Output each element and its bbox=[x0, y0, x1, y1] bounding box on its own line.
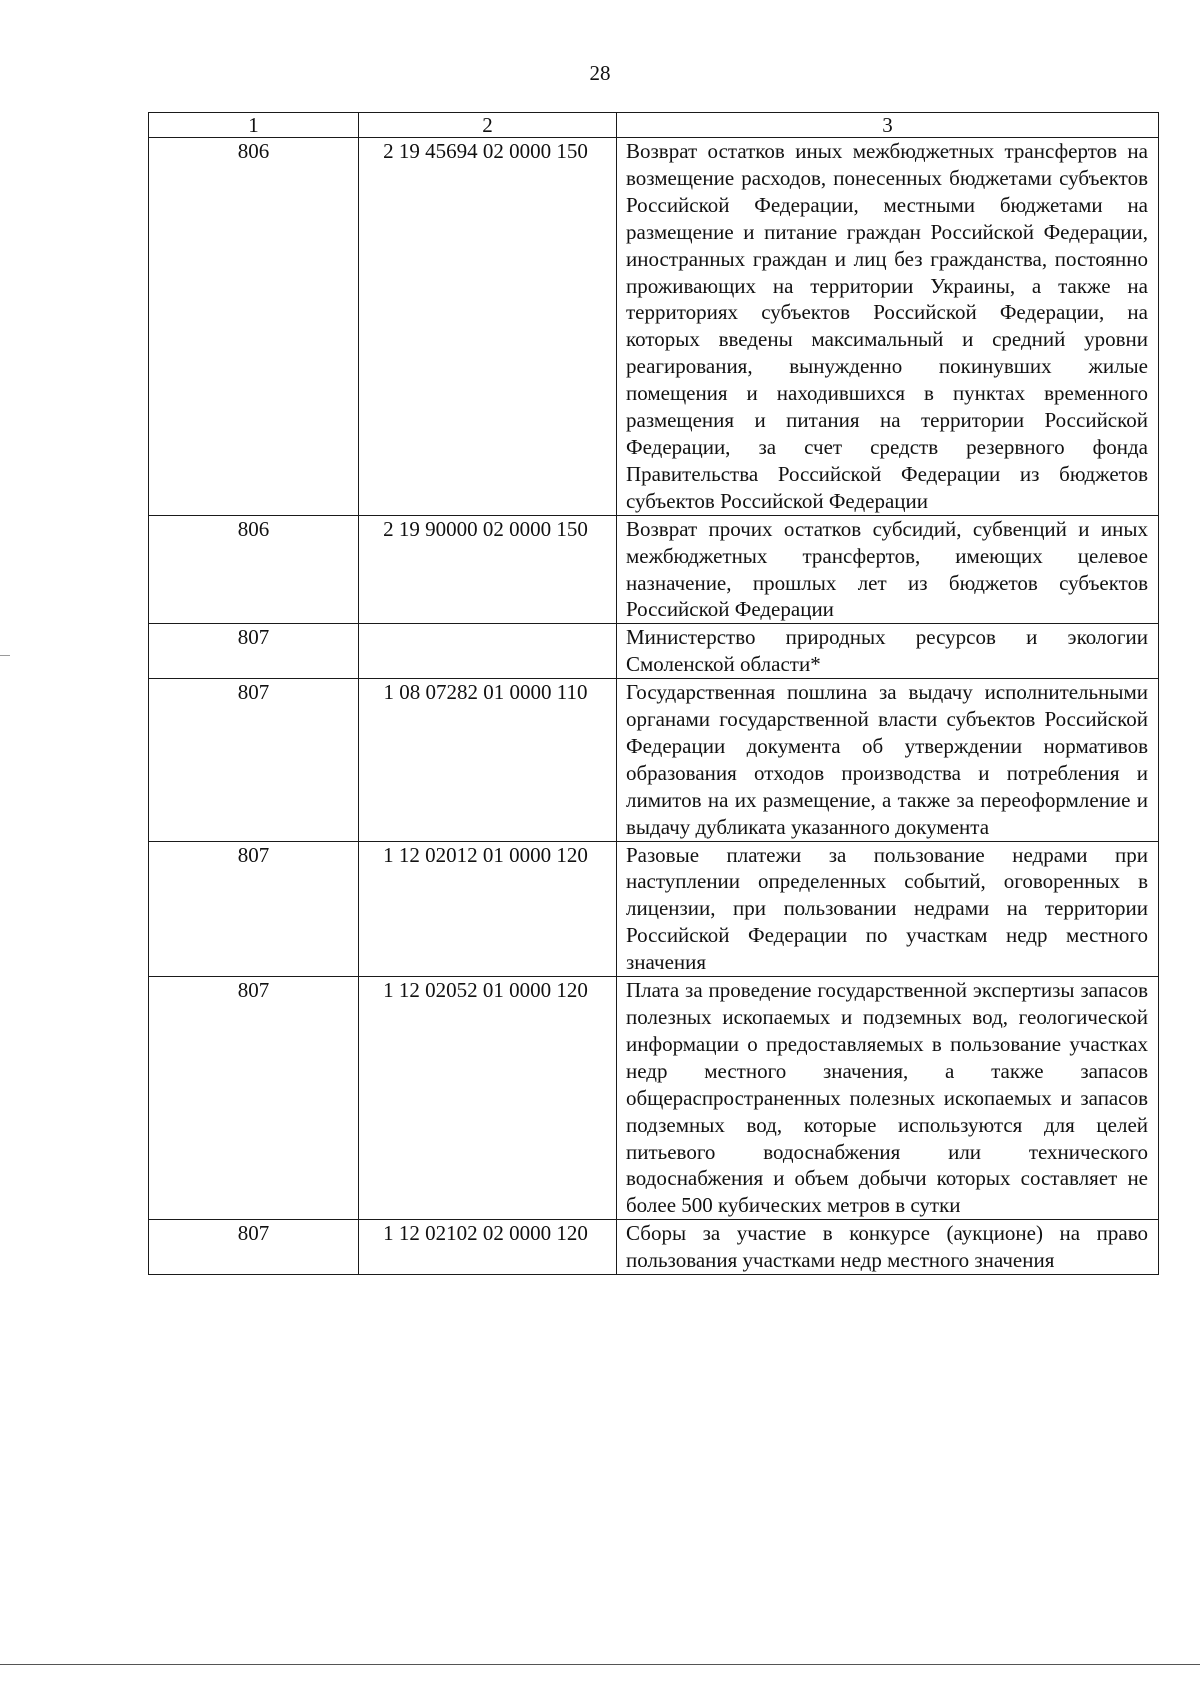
admin-code-cell: 806 bbox=[149, 515, 359, 624]
table-row bbox=[149, 138, 1159, 516]
revenue-name-cell: Разовые платежи за пользование недрами при наступлении определенных событий, оговоренных в лицензии, при пользовании недрами на территории Российской Федерации по участкам недр местного значения bbox=[617, 841, 1159, 977]
table-row bbox=[149, 1220, 1159, 1275]
table-header-row bbox=[149, 113, 1159, 138]
revenue-name-cell: Возврат остатков иных межбюджетных трансфертов на возмещение расходов, понесенных бюджетами субъектов Российской Федерации, местными бюджетами на размещение и питание граждан Российской Федерации, иностранных граждан и лиц без гражданства, постоянно проживающих на территории Украины, а также на территориях субъектов Российской Федерации, на которых введены максимальный и средний уровни реагирования, вынужденно покинувших жилые помещения и находившихся в пунктах временного размещения и питания на территории Российской Федерации, за счет средств резервного фонда Правительства Российской Федерации из бюджетов субъектов Российской Федерации bbox=[617, 138, 1159, 516]
admin-code-cell: 806 bbox=[149, 138, 359, 516]
revenue-name-cell: Министерство природных ресурсов и экологии Смоленской области* bbox=[617, 624, 1159, 679]
table-row bbox=[149, 977, 1159, 1220]
column-header-1: 1 bbox=[149, 113, 359, 138]
table-row bbox=[149, 515, 1159, 624]
table-row bbox=[149, 841, 1159, 977]
revenue-name-cell: Сборы за участие в конкурсе (аукционе) на право пользования участками недр местного значения bbox=[617, 1220, 1159, 1275]
revenue-name-cell: Возврат прочих остатков субсидий, субвенций и иных межбюджетных трансфертов, имеющих целевое назначение, прошлых лет из бюджетов субъектов Российской Федерации bbox=[617, 515, 1159, 624]
admin-code-cell: 807 bbox=[149, 977, 359, 1220]
column-header-2: 2 bbox=[359, 113, 617, 138]
admin-code-cell: 807 bbox=[149, 841, 359, 977]
page-number: 28 bbox=[589, 61, 611, 85]
admin-code-cell: 807 bbox=[149, 679, 359, 841]
column-header-3: 3 bbox=[617, 113, 1159, 138]
admin-code-cell: 807 bbox=[149, 1220, 359, 1275]
revenue-code-cell: 2 19 90000 02 0000 150 bbox=[359, 515, 617, 624]
revenue-name-cell: Государственная пошлина за выдачу исполнительными органами государственной власти субъектов Российской Федерации документа об утверждении нормативов образования отходов производства и потребления и лимитов на их размещение, а также за переоформление и выдачу дубликата указанного документа bbox=[617, 679, 1159, 841]
scan-margin-mark bbox=[0, 655, 10, 656]
admin-code-cell: 807 bbox=[149, 624, 359, 679]
revenue-code-cell: 1 08 07282 01 0000 110 bbox=[359, 679, 617, 841]
revenue-codes-table bbox=[148, 112, 1159, 1275]
revenue-code-cell: 2 19 45694 02 0000 150 bbox=[359, 138, 617, 516]
page-bottom-rule bbox=[0, 1664, 1200, 1665]
revenue-code-cell: 1 12 02052 01 0000 120 bbox=[359, 977, 617, 1220]
revenue-code-cell: 1 12 02102 02 0000 120 bbox=[359, 1220, 617, 1275]
revenue-code-cell: 1 12 02012 01 0000 120 bbox=[359, 841, 617, 977]
table-row bbox=[149, 624, 1159, 679]
revenue-code-cell bbox=[359, 624, 617, 679]
revenue-name-cell: Плата за проведение государственной экспертизы запасов полезных ископаемых и подземных вод, геологической информации о предоставляемых в пользование участках недр местного значения, а также запасов общераспространенных полезных ископаемых и запасов подземных вод, которые используются для целей питьевого водоснабжения или технического водоснабжения и объем добычи которых составляет не более 500 кубических метров в сутки bbox=[617, 977, 1159, 1220]
table-row bbox=[149, 679, 1159, 841]
